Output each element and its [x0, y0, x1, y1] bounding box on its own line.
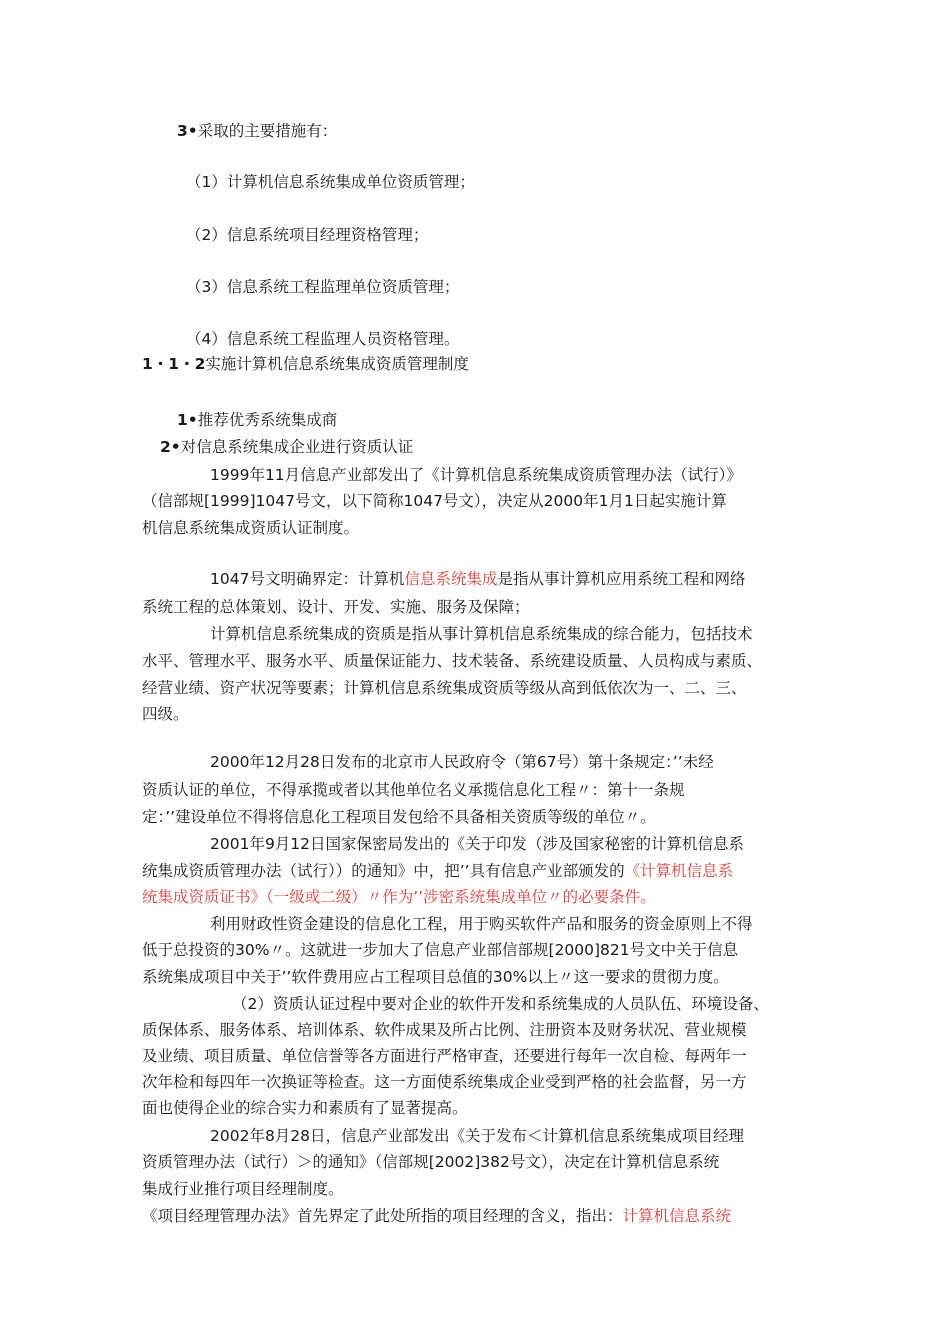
highlighted-term: 信息系统集成 — [404, 570, 498, 588]
highlighted-term: 计算机信息系统 — [622, 1207, 732, 1225]
paragraph-3-line-2: 水平、管理水平、服务水平、质量保证能力、技术装备、系统建设质量、人员构成与素质、 — [142, 652, 763, 670]
paragraph-4-line-3: 定：’’建设单位不得将信息化工程项目发包给不具备相关资质等级的单位〃。 — [142, 808, 656, 826]
section-3-heading — [177, 120, 337, 142]
paragraph-9-line-1 — [142, 1205, 731, 1227]
measure-item-1: （1）计算机信息系统集成单位资质管理； — [186, 173, 475, 191]
paragraph-2-line-1 — [210, 568, 745, 590]
paragraph-7-line-1: （2）资质认证过程中要对企业的软件开发和系统集成的人员队伍、环境设备、 — [232, 995, 769, 1013]
subheading-1 — [177, 409, 337, 431]
paragraph-8-line-3: 集成行业推行项目经理制度。 — [142, 1180, 344, 1198]
text-run: 统集成资质管理办法（试行））的通知》中，把’’具有信息产业部颁发的 — [142, 862, 625, 880]
subheading-number: 1• — [177, 411, 198, 429]
paragraph-8-line-1: 2002年8月28日，信息产业部发出《关于发布＜计算机信息系统集成项目经理 — [210, 1127, 745, 1145]
paragraph-6-line-3: 系统集成项目中关于’’软件费用应占工程项目总值的30%以上〃这一要求的贯彻力度。 — [142, 968, 729, 986]
section-number: 3• — [177, 122, 198, 140]
paragraph-2-line-2: 系统工程的总体策划、设计、开发、实施、服务及保障； — [142, 598, 530, 616]
paragraph-5-line-2 — [142, 860, 733, 882]
highlighted-term: 《计算机信息系 — [624, 862, 734, 880]
paragraph-1-line-3: 机信息系统集成资质认证制度。 — [142, 519, 360, 537]
paragraph-6-line-1: 利用财政性资金建设的信息化工程，用于购买软件产品和服务的资金原则上不得 — [210, 915, 753, 933]
paragraph-1-line-1: 1999年11月信息产业部发出了《计算机信息系统集成资质管理办法（试行）》 — [210, 466, 742, 484]
paragraph-3-line-3: 经营业绩、资产状况等要素；计算机信息系统集成资质等级从高到低依次为一、二、三、 — [142, 679, 747, 697]
paragraph-7-line-3: 及业绩、项目质量、单位信誉等各方面进行严格审查，还要进行每年一次自检、每两年一 — [142, 1047, 747, 1065]
text-run: 《项目经理管理办法》首先界定了此处所指的项目经理的含义，指出： — [142, 1207, 623, 1225]
subheading-2 — [160, 436, 413, 458]
paragraph-7-line-2: 质保体系、服务体系、培训体系、软件成果及所占比例、注册资本及财务状况、营业规模 — [142, 1021, 747, 1039]
paragraph-8-line-2: 资质管理办法（试行）＞的通知》（信部规[2002]382号文），决定在计算机信息系统 — [142, 1153, 720, 1171]
paragraph-3-line-4: 四级。 — [142, 705, 189, 723]
section-1-1-2-heading — [142, 353, 469, 375]
text-run: 1047号文明确界定：计算机 — [210, 570, 405, 588]
measure-item-2: （2）信息系统项目经理资格管理； — [186, 226, 429, 244]
paragraph-1-line-2: （信部规[1999]1047号文，以下简称1047号文），决定从2000年1月1日起实施计算 — [142, 492, 727, 510]
section-number: 1・1・2 — [142, 355, 206, 373]
paragraph-4-line-1: 2000年12月28日发布的北京市人民政府令（第67号）第十条规定：’’未经 — [210, 753, 714, 771]
section-title: 采取的主要措施有： — [197, 122, 338, 140]
subheading-text: 对信息系统集成企业进行资质认证 — [180, 438, 414, 456]
paragraph-3-line-1: 计算机信息系统集成的资质是指从事计算机信息系统集成的综合能力，包括技术 — [210, 625, 753, 643]
paragraph-7-line-4: 次年检和每四年一次换证等检查。这一方面使系统集成企业受到严格的社会监督，另一方 — [142, 1073, 747, 1091]
paragraph-5-line-3: 统集成资质证书》（一级或二级）〃作为’’涉密系统集成单位〃的必要条件。 — [142, 888, 656, 906]
paragraph-7-line-5: 面也使得企业的综合实力和素质有了显著提高。 — [142, 1099, 468, 1117]
text-run: 是指从事计算机应用系统工程和网络 — [497, 570, 746, 588]
subheading-text: 推荐优秀系统集成商 — [197, 411, 338, 429]
subheading-number: 2• — [160, 438, 181, 456]
paragraph-5-line-1: 2001年9月12日国家保密局发出的《关于印发（涉及国家秘密的计算机信息系 — [210, 835, 745, 853]
measure-item-3: （3）信息系统工程监理单位资质管理； — [186, 278, 460, 296]
paragraph-6-line-2: 低于总投资的30%〃。这就进一步加大了信息产业部信部规[2000]821号文中关于信息 — [142, 941, 739, 959]
measure-item-4: （4）信息系统工程监理人员资格管理。 — [186, 330, 460, 348]
section-title: 实施计算机信息系统集成资质管理制度 — [205, 355, 469, 373]
paragraph-4-line-2: 资质认证的单位，不得承揽或者以其他单位名义承揽信息化工程〃：第十一条规 — [142, 781, 685, 799]
